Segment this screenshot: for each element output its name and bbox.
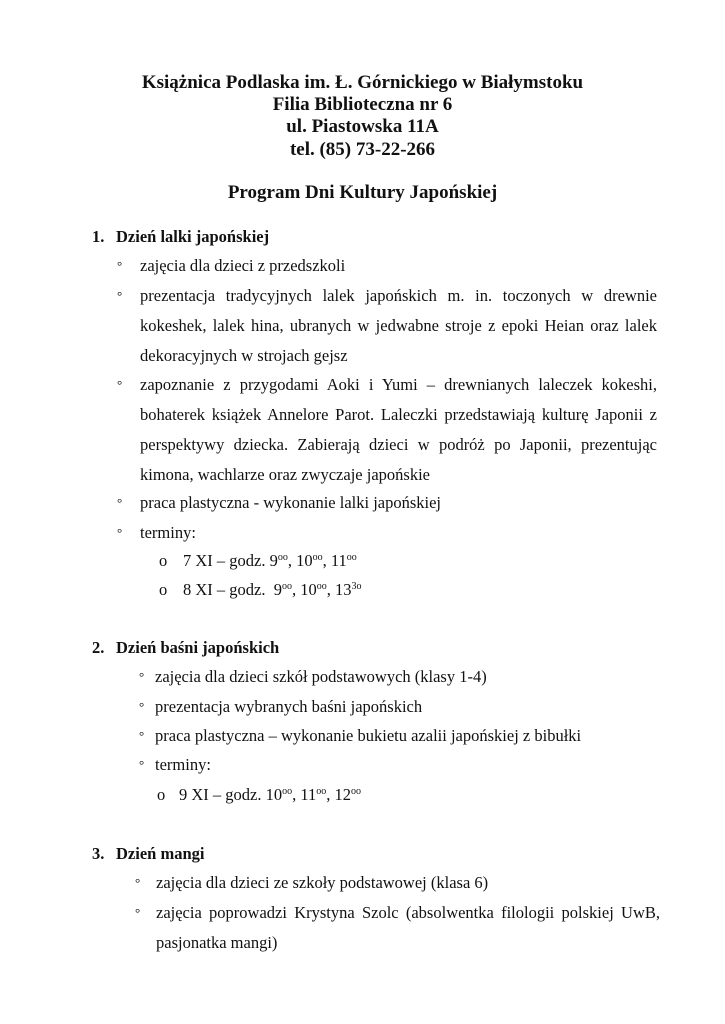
branch-name: Filia Biblioteczna nr 6 — [272, 94, 453, 115]
address: ul. Piastowska 11A — [286, 116, 439, 137]
item-text: zapoznanie z przygodami Aoki i Yumi – drewnianych laleczek kokeshi, bohaterek książek Annelore Parot. Laleczki przedstawiają kulturę Japonii z perspektywy dziecka. Zabierają dzieci w podróż po Japonii, prezentując kimona, wachlarze oraz zwyczaje japońskie — [140, 375, 657, 484]
item-text: praca plastyczna - wykonanie lalki japońskiej — [140, 493, 442, 512]
phone: tel. (85) 73-22-266 — [289, 139, 436, 160]
program-title: Program Dni Kultury Japońskiej — [227, 182, 498, 203]
list-item — [139, 750, 659, 780]
bullet-icon: ° — [117, 288, 123, 303]
item-text: terminy: — [140, 523, 196, 542]
bullet-icon: ° — [139, 699, 145, 714]
bullet-icon: ° — [117, 377, 123, 392]
section-number: 3. — [92, 844, 105, 863]
library-name: Książnica Podlaska im. Ł. Górnickiego w Białymstoku — [141, 72, 584, 93]
bullet-icon: ° — [139, 728, 145, 743]
date-text: 8 XI – godz. $9^{oo}$, $10^{oo}$, $13^{3o}$ — [183, 580, 362, 599]
date-text: 7 XI – godz. $9^{oo}$, $10^{oo}$, $11^{oo}$ — [183, 551, 357, 570]
item-text: zajęcia poprowadzi Krystyna Szolc (absolwentka filologii polskiej UwB, pasjonatka mangi) — [156, 903, 660, 952]
sub-bullet-icon: o — [157, 785, 166, 804]
date-text: 9 XI – godz. $10^{oo}$, $11^{oo}$, $12^{oo}$ — [179, 785, 361, 804]
bullet-icon: ° — [117, 525, 123, 540]
bullet-icon: ° — [135, 905, 141, 920]
list-item — [139, 721, 659, 751]
item-text: zajęcia dla dzieci z przedszkoli — [140, 256, 346, 275]
list-item — [117, 488, 657, 518]
list-item — [135, 898, 660, 958]
list-item — [135, 868, 660, 898]
bullet-icon: ° — [135, 875, 141, 890]
list-item — [117, 281, 657, 371]
bullet-icon: ° — [117, 258, 123, 273]
bullet-icon: ° — [139, 669, 145, 684]
section-title: Dzień lalki japońskiej — [116, 227, 270, 246]
item-text: prezentacja tradycyjnych lalek japońskich m. in. toczonych w drewnie kokeshek, lalek hina, ubranych w jedwabne stroje z epoki Heian oraz lalek dekoracyjnych w strojach gejsz — [140, 286, 657, 365]
sub-bullet-icon: o — [159, 551, 168, 570]
list-item — [139, 692, 659, 722]
item-text: prezentacja wybranych baśni japońskich — [155, 697, 423, 716]
item-text: zajęcia dla dzieci szkół podstawowych (klasy 1-4) — [155, 667, 487, 686]
section-number: 1. — [92, 227, 105, 246]
list-item — [139, 662, 659, 692]
item-text: zajęcia dla dzieci ze szkoły podstawowej (klasa 6) — [156, 873, 489, 892]
item-text: terminy: — [155, 755, 211, 774]
list-item — [117, 370, 657, 490]
bullet-icon: ° — [117, 495, 123, 510]
list-item — [117, 251, 657, 281]
list-item — [117, 518, 657, 548]
section-number: 2. — [92, 638, 105, 657]
item-text: praca plastyczna – wykonanie bukietu azalii japońskiej z bibułki — [155, 726, 582, 745]
section-title: Dzień mangi — [116, 844, 205, 863]
bullet-icon: ° — [139, 757, 145, 772]
sub-bullet-icon: o — [159, 580, 168, 599]
section-title: Dzień baśni japońskich — [116, 638, 280, 657]
